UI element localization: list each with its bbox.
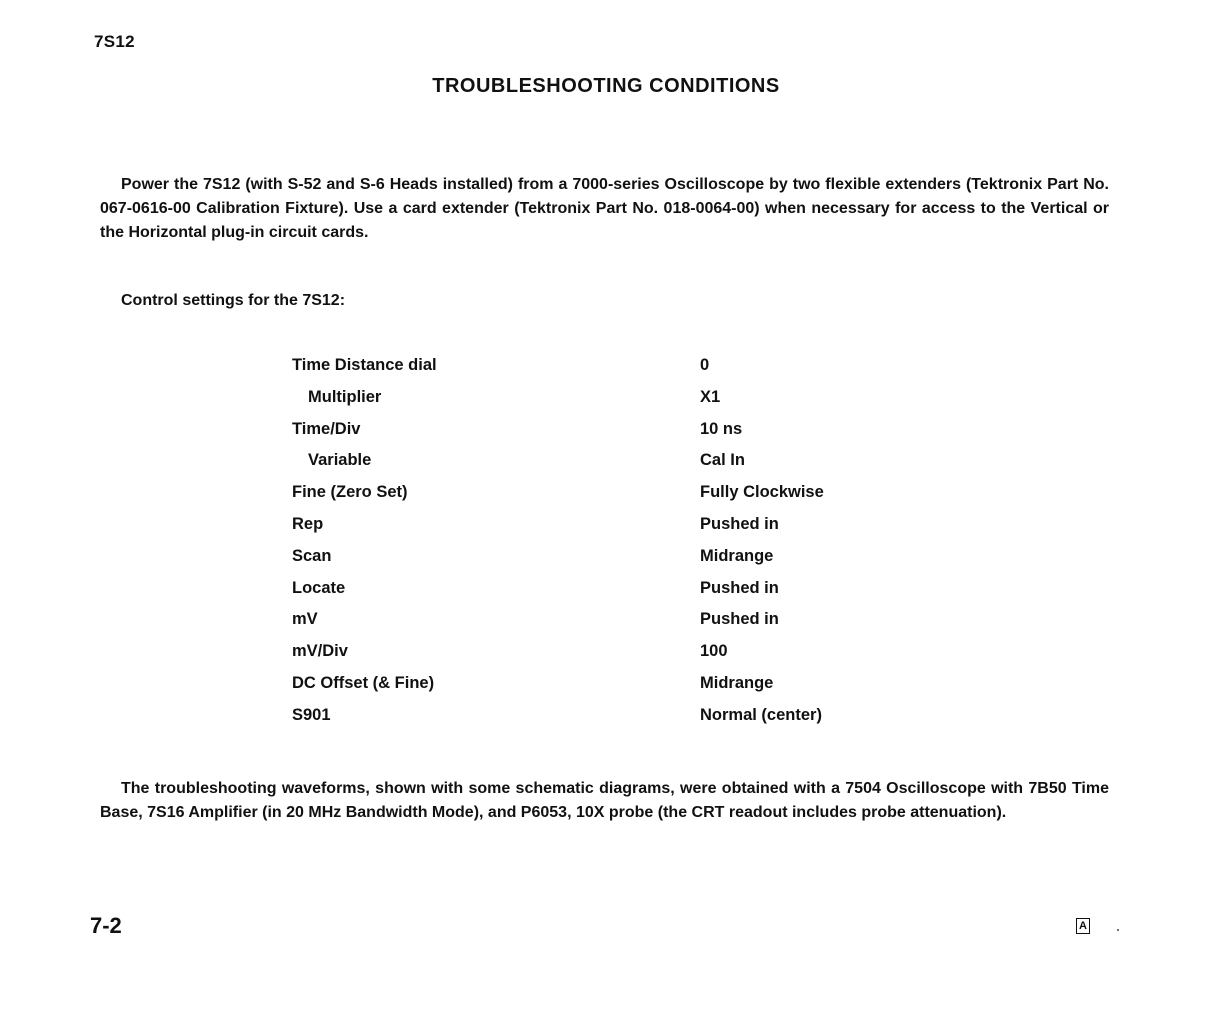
settings-row (292, 642, 852, 674)
settings-row (292, 483, 852, 515)
settings-row (292, 610, 852, 642)
control-setting: Midrange (700, 546, 774, 565)
control-name: S901 (292, 705, 331, 724)
page-title: TROUBLESHOOTING CONDITIONS (432, 75, 780, 97)
settings-heading: Control settings for the 7S12: (121, 292, 346, 309)
control-name: mV/Div (292, 642, 348, 661)
settings-row (292, 356, 852, 388)
scan-speck (1117, 929, 1119, 931)
control-setting: Cal In (700, 451, 745, 470)
control-name: Time/Div (292, 419, 361, 438)
control-setting: 0 (700, 356, 710, 374)
control-setting: Pushed in (700, 514, 779, 533)
control-name: DC Offset (& Fine) (292, 673, 435, 692)
control-setting: Midrange (700, 673, 774, 692)
settings-row (292, 451, 852, 483)
settings-row (292, 388, 852, 420)
control-setting: 100 (700, 642, 728, 661)
settings-row (292, 547, 852, 579)
control-setting: Pushed in (700, 610, 779, 629)
settings-row (292, 420, 852, 452)
settings-row (292, 515, 852, 547)
control-name: Rep (292, 514, 324, 533)
control-settings-table (292, 356, 852, 738)
control-name: Variable (308, 451, 372, 470)
closing-paragraph: The troubleshooting waveforms, shown with some schematic diagrams, were obtained with a 7504 Oscilloscope with 7B50 Time Base, 7S16 Amplifier (in 20 MHz Bandwidth Mode), and P6053, 10X probe (the CRT readout includes probe attenuation). (100, 780, 1109, 821)
settings-row (292, 674, 852, 706)
control-setting: Normal (center) (700, 705, 822, 724)
model-label: 7S12 (94, 32, 135, 51)
control-name: Scan (292, 546, 332, 565)
control-setting: X1 (700, 387, 721, 406)
control-name: mV (292, 610, 318, 629)
control-name: Locate (292, 578, 346, 597)
control-name: Fine (Zero Set) (292, 483, 408, 502)
control-name: Time Distance dial (292, 356, 437, 374)
control-setting: Pushed in (700, 578, 779, 597)
intro-paragraph: Power the 7S12 (with S-52 and S-6 Heads installed) from a 7000-series Oscilloscope by two flexible extenders (Tektronix Part No. 067-0616-00 Calibration Fixture). Use a card extender (Tektronix Part No. 018-0064-00) when necessary for access to the Vertical or the Horizontal plug-in circuit cards. (100, 176, 1109, 241)
control-setting: 10 ns (700, 419, 743, 438)
revision-mark: A (1076, 918, 1090, 934)
settings-row (292, 579, 852, 611)
control-name: Multiplier (308, 387, 382, 406)
control-setting: Fully Clockwise (700, 483, 824, 502)
page-number: 7-2 (90, 913, 122, 938)
settings-row (292, 706, 852, 738)
